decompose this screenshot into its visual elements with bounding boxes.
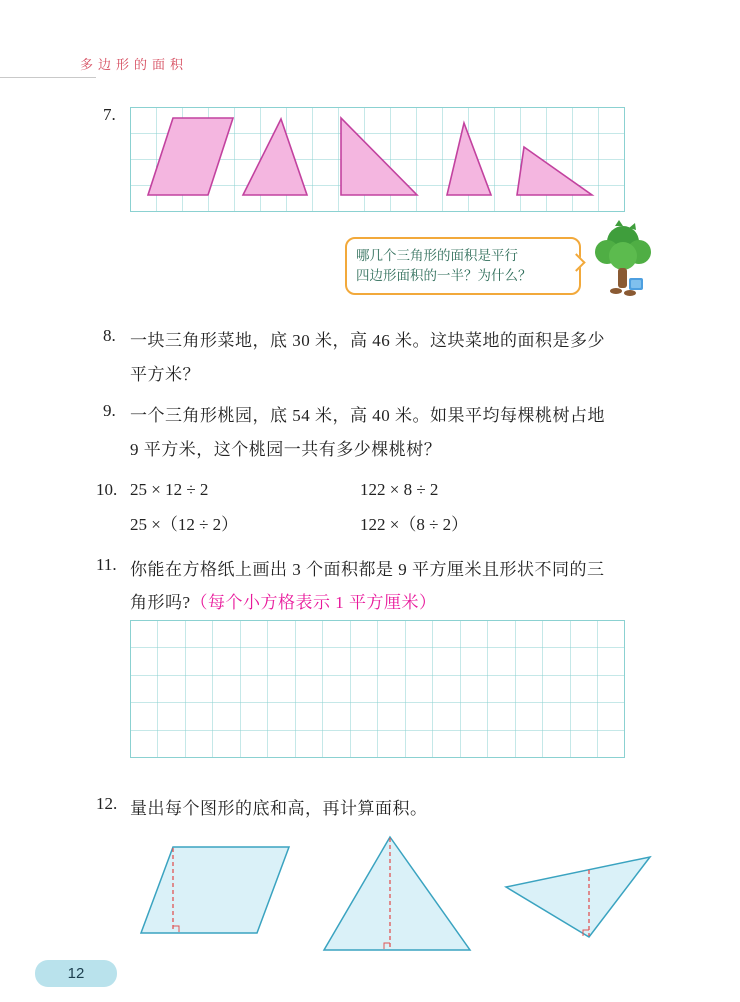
problem-11-line-2	[130, 588, 437, 613]
expression-122x-8div2: 122 ×（8 ÷ 2）	[360, 515, 469, 534]
problem-9-line-2: 9 平方米，这个桃园一共有多少棵桃树？	[130, 440, 442, 459]
speech-bubble-line-2: 四边形面积的一半？为什么？	[356, 268, 532, 283]
page-number-badge	[35, 960, 117, 987]
grid-paper-2	[130, 620, 625, 758]
measure-obtuse-triangle	[506, 857, 650, 937]
problem-11-line-2-text: 角形吗?	[130, 593, 191, 612]
speech-bubble	[345, 237, 581, 295]
problem-7-number: 7.	[103, 105, 116, 124]
expression-25x-12div2: 25 ×（12 ÷ 2）	[130, 515, 239, 534]
problem-11-number: 11.	[96, 555, 117, 574]
problem-8-line-1: 一块三角形菜地，底 30 米，高 46 米。这块菜地的面积是多少	[130, 331, 605, 350]
expression-25x12div2: 25 × 12 ÷ 2	[130, 480, 209, 499]
problem-9-line-1: 一个三角形桃园，底 54 米，高 40 米。如果平均每棵桃树占地	[130, 406, 605, 425]
grid-paper-1	[130, 107, 625, 212]
page-number: 12	[67, 965, 85, 982]
expression-122x8div2: 122 × 8 ÷ 2	[360, 480, 439, 499]
problem-11-note: （每个小方格表示 1 平方厘米）	[190, 593, 437, 612]
speech-bubble-line-1: 哪几个三角形的面积是平行	[356, 248, 518, 263]
measure-figures-svg	[120, 828, 660, 956]
problem-10-number: 10.	[96, 480, 118, 499]
measure-triangle	[324, 837, 470, 950]
page-header: 多边形的面积	[80, 57, 189, 72]
header-rule	[0, 77, 96, 78]
measure-figures	[120, 828, 660, 956]
problem-8-line-2: 平方米？	[130, 365, 200, 384]
problem-11-line-1: 你能在方格纸上画出 3 个面积都是 9 平方厘米且形状不同的三	[130, 560, 605, 579]
problem-9-number: 9.	[103, 401, 116, 420]
grid-figure-1	[130, 107, 625, 212]
problem-12-text: 量出每个图形的底和高，再计算面积。	[130, 799, 428, 818]
tree-mascot-illustration	[585, 218, 660, 313]
grid-figure-2	[130, 620, 625, 758]
measure-parallelogram	[141, 847, 289, 933]
problem-12-number: 12.	[96, 794, 118, 813]
grid-background	[131, 621, 625, 758]
problem-8-number: 8.	[103, 326, 116, 345]
tree-mascot-icon	[585, 218, 660, 313]
